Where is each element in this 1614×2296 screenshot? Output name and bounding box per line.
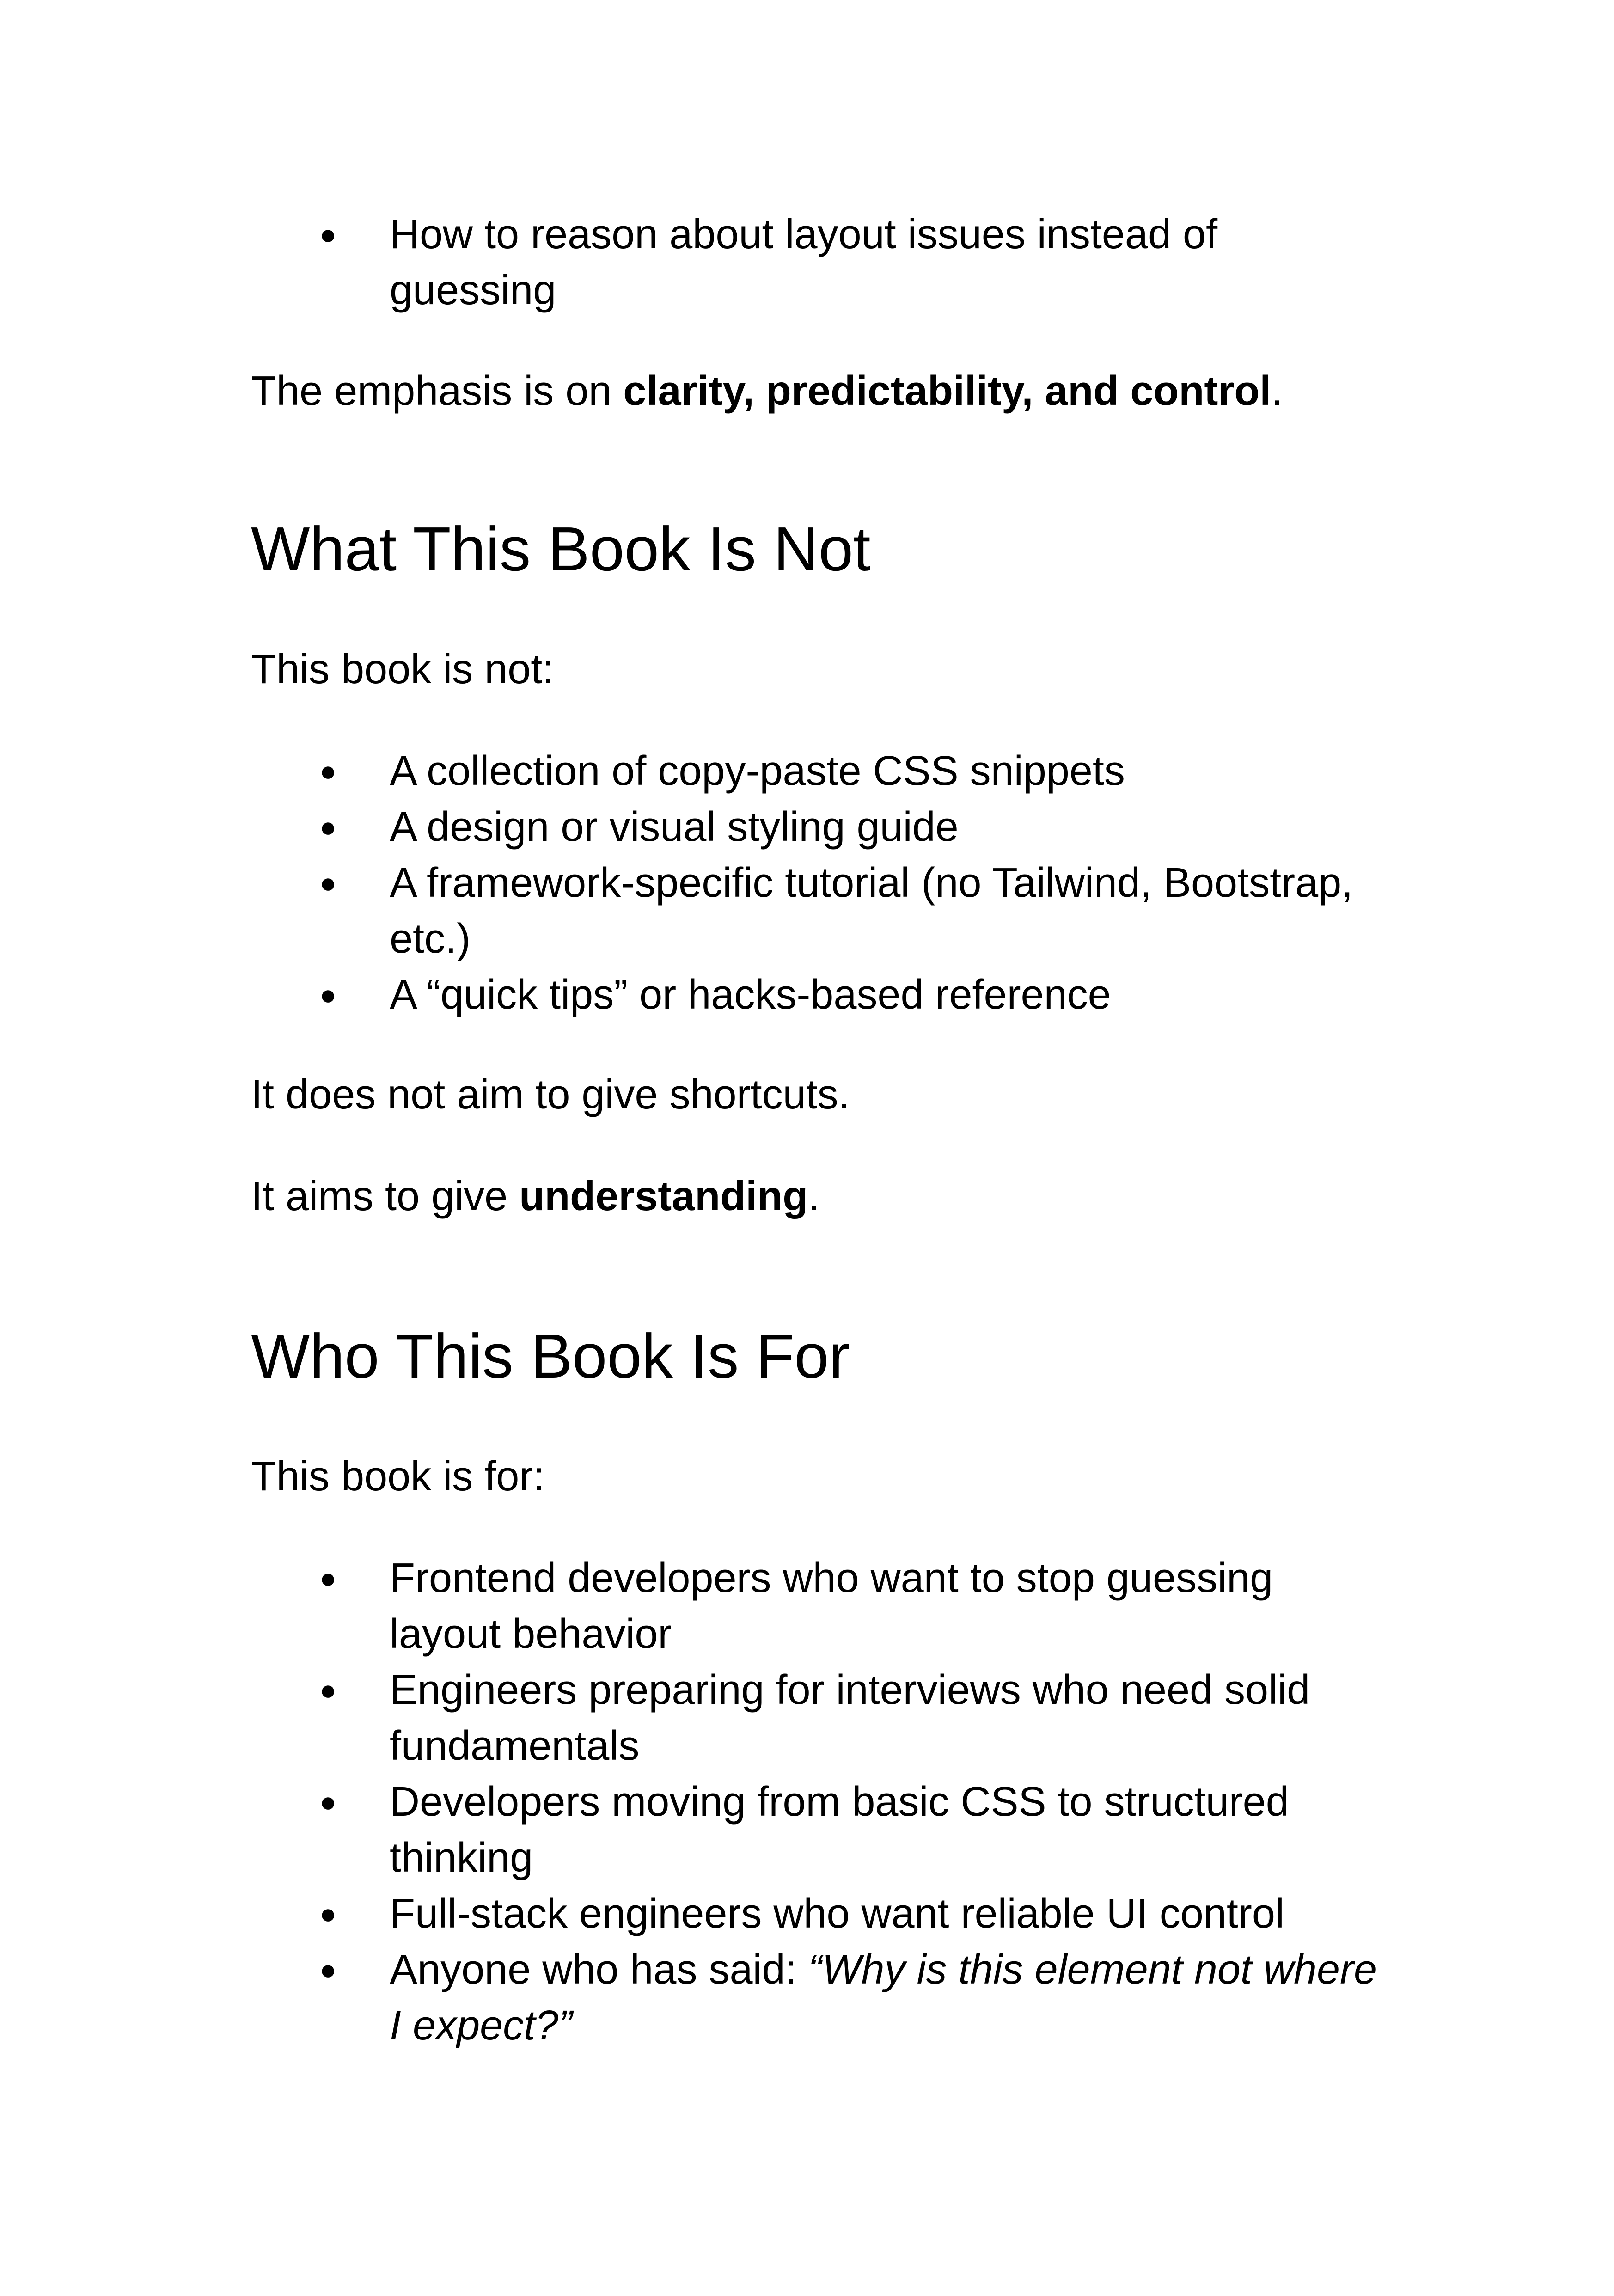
list-item-text: layout behavior [390,1611,672,1657]
list-item [251,855,1453,967]
not-bullet-list [251,743,1453,1023]
list-item-quote: I expect?” [390,2002,573,2049]
list-item [251,799,1453,855]
section-for-lead: This book is for: [251,1453,545,1500]
list-item [251,1886,1453,1942]
list-item-text: Full-stack engineers who want reliable UI control [390,1891,1284,1937]
list-item-text: A collection of copy-paste CSS snippets [390,748,1125,794]
list-item-text: fundamentals [390,1723,640,1769]
list-item-text: Frontend developers who want to stop guessing [390,1555,1273,1601]
emphasis-paragraph [251,363,1388,419]
bullet-icon: ● [319,979,337,1011]
emphasis-prefix: The emphasis is on [251,368,624,414]
emphasis-suffix: . [1271,368,1283,414]
list-item [251,1942,1453,2054]
list-item-text: Engineers preparing for interviews who need solid [390,1667,1310,1713]
bullet-icon: ● [319,1786,337,1818]
list-item-text: A framework-specific tutorial (no Tailwind, Bootstrap, [390,860,1353,906]
list-item-quote: “Why is this element not where [808,1947,1377,1993]
list-item [251,1774,1453,1886]
list-item-text: A design or visual styling guide [390,804,959,850]
bullet-icon: ● [319,811,337,843]
closing-suffix: . [808,1173,820,1219]
list-item-text: etc.) [390,916,471,962]
section-heading-for: Who This Book Is For [251,1321,850,1391]
list-item [251,1550,1453,1662]
bullet-icon: ● [319,1674,337,1706]
list-item-text: How to reason about layout issues instead of [390,211,1218,257]
list-item-text-prefix: Anyone who has said: [390,1947,808,1993]
section-heading-not: What This Book Is Not [251,514,871,584]
bullet-icon: ● [319,755,337,787]
list-item [251,207,1453,318]
list-item [251,1662,1453,1774]
closing-prefix: It aims to give [251,1173,520,1219]
list-item-text: Developers moving from basic CSS to structured [390,1779,1289,1825]
intro-bullet-list [251,207,1453,318]
not-closing-paragraph-1: It does not aim to give shortcuts. [251,1071,850,1118]
not-closing-paragraph-2 [251,1169,1388,1225]
list-item-text: A “quick tips” or hacks-based reference [390,972,1111,1018]
list-item [251,743,1453,799]
bullet-icon: ● [319,1898,337,1930]
list-item [251,967,1453,1023]
for-bullet-list [251,1550,1453,2054]
bullet-icon: ● [319,1954,337,1986]
bullet-icon: ● [319,867,337,899]
closing-bold-text: understanding [519,1173,808,1219]
section-not-lead: This book is not: [251,646,554,692]
list-item-text: thinking [390,1835,533,1881]
bullet-icon: ● [319,219,337,251]
list-item-text: guessing [390,267,556,313]
emphasis-bold-text: clarity, predictability, and control [623,368,1272,414]
bullet-icon: ● [319,1562,337,1594]
